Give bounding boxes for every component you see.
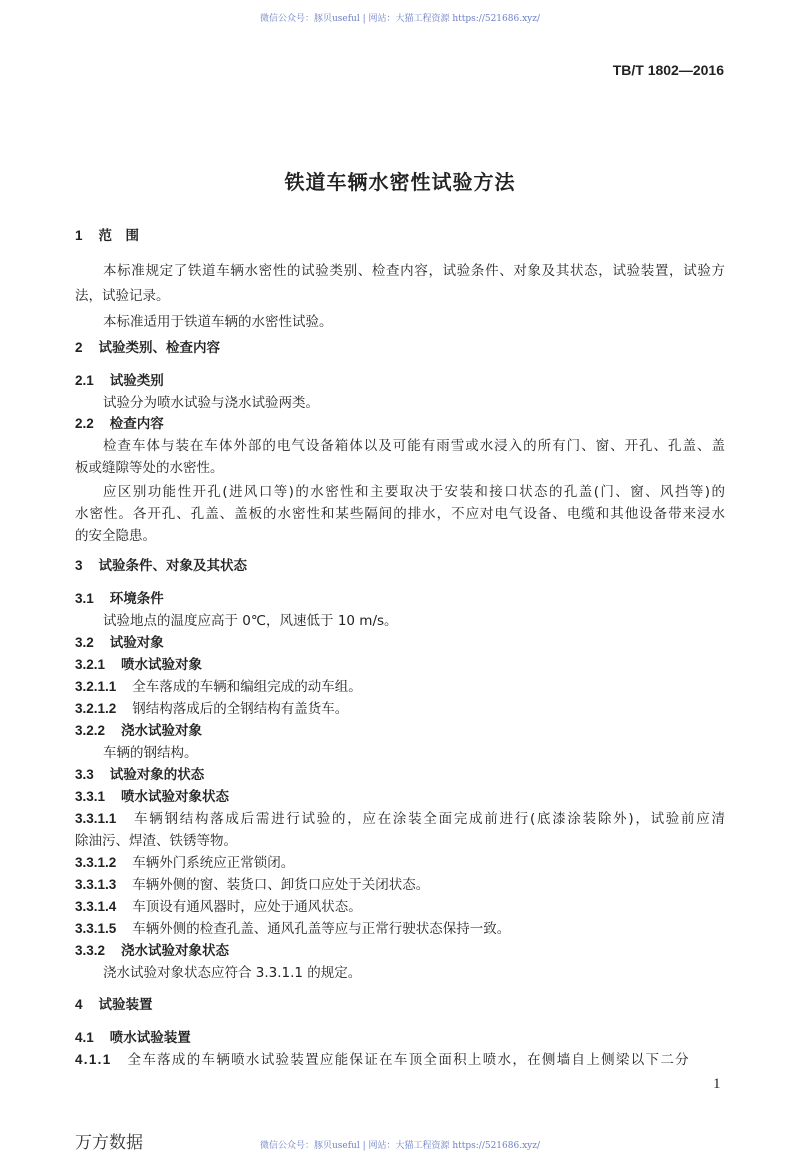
page-title: 铁道车辆水密性试验方法: [284, 170, 516, 194]
paragraph: 法，试验记录。: [75, 288, 170, 304]
section-3-3-1-heading: 3.3.1 喷水试验对象状态: [75, 789, 230, 805]
clause: 3.3.1.3 车辆外侧的窗、装货口、卸货口应处于关闭状态。: [75, 877, 430, 893]
section-3-1-heading: 3.1 环境条件: [75, 591, 164, 607]
section-3-heading: 3 试验条件、对象及其状态: [75, 558, 248, 574]
paragraph: 试验地点的温度应高于 0℃，风速低于 10 m/s。: [103, 613, 398, 629]
paragraph: 应区别功能性开孔(进风口等)的水密性和主要取决于安装和接口状态的孔盖(门、窗、风挡等)的: [103, 484, 725, 500]
footer-logo: 万方数据: [75, 1133, 143, 1153]
top-watermark: 微信公众号：豚贝useful | 网站：大猫工程资源 https://521686.xyz/: [259, 14, 541, 24]
section-3-2-heading: 3.2 试验对象: [75, 635, 164, 651]
paragraph: 检查车体与装在车体外部的电气设备箱体以及可能有雨雪或水浸入的所有门、窗、开孔、孔盖、盖: [103, 438, 725, 454]
clause: 4.1.1 全车落成的车辆喷水试验装置应能保证在车顶全面积上喷水，在侧墙自上侧梁以下二分: [75, 1052, 690, 1068]
section-4-heading: 4 试验装置: [75, 997, 153, 1013]
section-3-3-heading: 3.3 试验对象的状态: [75, 767, 205, 783]
standard-number: TB/T 1802—2016: [612, 62, 724, 78]
section-2-1-heading: 2.1 试验类别: [75, 373, 164, 389]
section-3-2-1-heading: 3.2.1 喷水试验对象: [75, 657, 203, 673]
clause: 3.2.1.1 全车落成的车辆和编组完成的动车组。: [75, 679, 362, 695]
clause-continuation: 除油污、焊渣、铁锈等物。: [75, 833, 237, 849]
paragraph: 本标准规定了铁道车辆水密性的试验类别、检查内容，试验条件、对象及其状态，试验装置，试验方: [103, 263, 725, 279]
section-3-2-2-heading: 3.2.2 浇水试验对象: [75, 723, 203, 739]
clause: 3.3.1.4 车顶设有通风器时，应处于通风状态。: [75, 899, 362, 915]
paragraph: 的安全隐患。: [75, 528, 156, 544]
page-number: 1: [713, 1076, 721, 1092]
section-2-2-heading: 2.2 检查内容: [75, 416, 164, 432]
section-2-heading: 2 试验类别、检查内容: [75, 340, 221, 356]
paragraph: 本标准适用于铁道车辆的水密性试验。: [103, 314, 333, 330]
section-1-heading: 1 范 围: [75, 228, 140, 244]
section-3-3-2-heading: 3.3.2 浇水试验对象状态: [75, 943, 230, 959]
section-4-1-heading: 4.1 喷水试验装置: [75, 1030, 191, 1046]
clause: 3.3.1.5 车辆外侧的检查孔盖、通风孔盖等应与正常行驶状态保持一致。: [75, 921, 511, 937]
clause: 3.2.1.2 钢结构落成后的全钢结构有盖货车。: [75, 701, 349, 717]
paragraph: 板或缝隙等处的水密性。: [75, 460, 224, 476]
paragraph: 水密性。各开孔、孔盖、盖板的水密性和某些隔间的排水，不应对电气设备、电缆和其他设备带来浸水: [75, 506, 725, 522]
paragraph: 浇水试验对象状态应符合 3.3.1.1 的规定。: [103, 965, 362, 981]
clause: 3.3.1.2 车辆外门系统应正常锁闭。: [75, 855, 295, 871]
paragraph: 车辆的钢结构。: [103, 745, 198, 761]
paragraph: 试验分为喷水试验与浇水试验两类。: [103, 395, 319, 411]
bottom-watermark: 微信公众号：豚贝useful | 网站：大猫工程资源 https://521686.xyz/: [259, 1141, 541, 1151]
clause: 3.3.1.1 车辆钢结构落成后需进行试验的，应在涂装全面完成前进行(底漆涂装除外)，试验前应清: [75, 811, 725, 827]
